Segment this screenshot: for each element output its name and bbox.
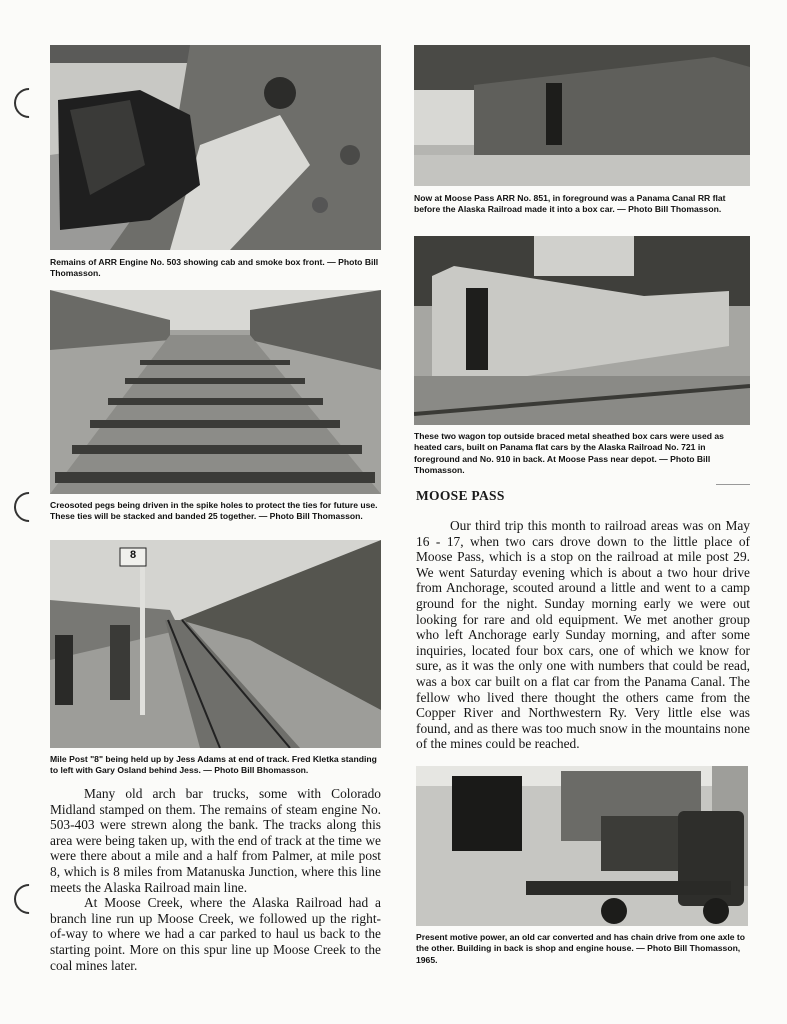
- punch-hole-mark: [8, 486, 50, 528]
- moose-pass-text: [416, 518, 750, 752]
- caption-wagon-top-cars: These two wagon top outside braced metal sheathed box cars were used as heated cars, built on Panama flat cars by the Alaska Railroad No. 721 in foreground and No. 910 in back. At Moose Pass near depot. — Photo Bill Thomasson.: [414, 431, 724, 476]
- section-heading-moose-pass: MOOSE PASS: [416, 488, 505, 503]
- left-article-paragraph: At Moose Creek, where the Alaska Railroad had a branch line run up Moose Creek, we followed up the right-of-way to where we had a car parked to haul us back to the starting point. More on this spur line up Moose Creek to the coal mines later.: [50, 895, 381, 973]
- divider: [716, 484, 750, 485]
- caption-engine-503: Remains of ARR Engine No. 503 showing cab and smoke box front. — Photo Bill Thomasson.: [50, 257, 379, 279]
- caption-motive-power: Present motive power, an old car converted and has chain drive from one axle to the other. Building in back is shop and engine house. — Photo Bill Thomasson, 1965.: [416, 932, 746, 965]
- punch-hole-mark: [8, 82, 50, 124]
- photo-mile-post-8: [50, 540, 381, 748]
- mile-post-sign-number: 8: [129, 549, 137, 561]
- caption-creosoted-pegs: Creosoted pegs being driven in the spike holes to protect the ties for future use. These ties will be stacked and banded 25 together. — Photo Bill Thomasson.: [50, 500, 378, 522]
- photo-motive-power-car: [416, 766, 748, 926]
- left-article-text: [50, 786, 381, 973]
- photo-engine-503-wreck: [50, 45, 381, 250]
- photo-arr-851-box-car: [414, 45, 750, 186]
- photo-wagon-top-box-cars: [414, 236, 750, 425]
- left-article-paragraph: Many old arch bar trucks, some with Colorado Midland stamped on them. The remains of steam engine No. 503-403 were strewn along the bank. The tracks along this area were being taken up, with the end of track at the time we were there about a mile and a half from Palmer, at mile post 8, which is 8 miles from Matanuska Junction, where this line meets the Alaska Railroad main line.: [50, 786, 381, 895]
- moose-pass-paragraph: Our third trip this month to railroad areas was on May 16 - 17, when two cars drove down to the little place of Moose Pass, which is a stop on the railroad at mile post 29. We went Saturday evening which is about a two hour drive from Anchorage, scouted around a little and went to a camp ground for the night. Sunday morning early we were out looking for rare and old equipment. We met another group who left Anchorage early Sunday morning, and after some inquiries, located four box cars, one of which we know for sure, as it was the only one with numbers that could be read, was a box car built on a flat car from the Panama Canal. The fellow who lived there thought the others came from the Copper River and Northwestern Ry. Very little else was found, and as there was too much snow in the mountains none of the mines could be reached.: [416, 518, 750, 752]
- photo-creosoted-ties: [50, 290, 381, 494]
- caption-mile-post-8: Mile Post "8" being held up by Jess Adams at end of track. Fred Kletka standing to left with Gary Osland behind Jess. — Photo Bill Bhomasson.: [50, 754, 377, 776]
- punch-hole-mark: [8, 878, 50, 920]
- caption-arr-851: Now at Moose Pass ARR No. 851, in foreground was a Panama Canal RR flat before the Alaska Railroad made it into a box car. — Photo Bill Thomasson.: [414, 193, 726, 215]
